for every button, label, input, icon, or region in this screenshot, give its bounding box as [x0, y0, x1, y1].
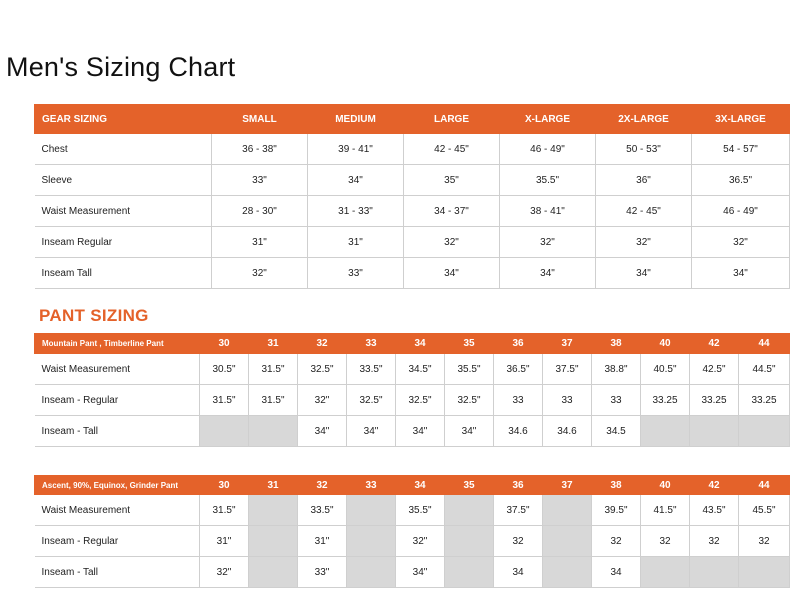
- table-cell: 32.5": [347, 385, 396, 416]
- header-cell: 30: [200, 334, 249, 354]
- table-header-row: [35, 334, 790, 354]
- table-cell: 32: [592, 526, 641, 557]
- table-cell: 31.5": [249, 354, 298, 385]
- empty-cell: [249, 557, 298, 588]
- table-cell: 31": [212, 227, 308, 258]
- table-cell: 31": [308, 227, 404, 258]
- table-cell: 34 - 37": [404, 196, 500, 227]
- table-row: [35, 258, 790, 289]
- row-label: Inseam - Regular: [35, 526, 200, 557]
- empty-cell: [200, 416, 249, 447]
- empty-cell: [641, 416, 690, 447]
- mountain-timberline-pant-table: [34, 333, 790, 447]
- table-row: [35, 196, 790, 227]
- table-cell: 32": [500, 227, 596, 258]
- table-cell: 32": [692, 227, 790, 258]
- table-cell: 34.5": [396, 354, 445, 385]
- table-cell: 45.5": [739, 495, 790, 526]
- empty-cell: [690, 557, 739, 588]
- page-title: Men's Sizing Chart: [6, 52, 236, 82]
- table-cell: 34": [500, 258, 596, 289]
- header-cell: Ascent, 90%, Equinox, Grinder Pant: [35, 476, 200, 495]
- header-cell: 37: [543, 476, 592, 495]
- header-cell: 2X-LARGE: [596, 105, 692, 134]
- table-cell: 33: [543, 385, 592, 416]
- table-cell: 38.8": [592, 354, 641, 385]
- table-cell: 39.5": [592, 495, 641, 526]
- table-cell: 38 - 41": [500, 196, 596, 227]
- header-cell: 36: [494, 334, 543, 354]
- table-cell: 34: [494, 557, 543, 588]
- table-cell: 33": [308, 258, 404, 289]
- table-cell: 32": [596, 227, 692, 258]
- header-cell: 34: [396, 476, 445, 495]
- table-cell: 46 - 49": [692, 196, 790, 227]
- table-cell: 34": [692, 258, 790, 289]
- table-cell: 32.5": [298, 354, 347, 385]
- table-cell: 31 - 33": [308, 196, 404, 227]
- header-cell: GEAR SIZING: [35, 105, 212, 134]
- table-cell: 32": [396, 526, 445, 557]
- empty-cell: [347, 526, 396, 557]
- row-label: Waist Measurement: [35, 354, 200, 385]
- table-cell: 36": [596, 165, 692, 196]
- header-cell: 35: [445, 476, 494, 495]
- table-row: [35, 526, 790, 557]
- header-cell: 32: [298, 334, 347, 354]
- header-cell: 37: [543, 334, 592, 354]
- ascent-equinox-grinder-pant-table: [34, 475, 790, 588]
- row-label: Inseam - Tall: [35, 416, 200, 447]
- table-cell: 44.5": [739, 354, 790, 385]
- table-cell: 31.5": [200, 385, 249, 416]
- table-cell: 34.6: [543, 416, 592, 447]
- table-row: [35, 354, 790, 385]
- table-cell: 31": [298, 526, 347, 557]
- empty-cell: [347, 495, 396, 526]
- header-cell: 38: [592, 476, 641, 495]
- table-cell: 40.5": [641, 354, 690, 385]
- table-cell: 34": [308, 165, 404, 196]
- row-label: Waist Measurement: [35, 495, 200, 526]
- empty-cell: [249, 526, 298, 557]
- table-cell: 32: [494, 526, 543, 557]
- header-cell: MEDIUM: [308, 105, 404, 134]
- table-cell: 32": [200, 557, 249, 588]
- table-cell: 33: [494, 385, 543, 416]
- header-cell: 44: [739, 334, 790, 354]
- table-cell: 31.5": [200, 495, 249, 526]
- table-cell: 36 - 38": [212, 134, 308, 165]
- table-cell: 32": [298, 385, 347, 416]
- header-cell: 33: [347, 334, 396, 354]
- table-cell: 32: [690, 526, 739, 557]
- header-cell: Mountain Pant , Timberline Pant: [35, 334, 200, 354]
- empty-cell: [543, 557, 592, 588]
- table-cell: 32: [641, 526, 690, 557]
- empty-cell: [445, 557, 494, 588]
- header-cell: 34: [396, 334, 445, 354]
- table-row: [35, 385, 790, 416]
- table-cell: 42 - 45": [404, 134, 500, 165]
- table-cell: 43.5": [690, 495, 739, 526]
- table-cell: 33": [212, 165, 308, 196]
- header-cell: 35: [445, 334, 494, 354]
- row-label: Sleeve: [35, 165, 212, 196]
- table-cell: 28 - 30": [212, 196, 308, 227]
- table-cell: 34": [445, 416, 494, 447]
- empty-cell: [445, 526, 494, 557]
- table-cell: 34": [404, 258, 500, 289]
- table-row: [35, 227, 790, 258]
- header-cell: 3X-LARGE: [692, 105, 790, 134]
- table-cell: 31.5": [249, 385, 298, 416]
- empty-cell: [641, 557, 690, 588]
- table-cell: 33.25: [690, 385, 739, 416]
- row-label: Chest: [35, 134, 212, 165]
- header-cell: 30: [200, 476, 249, 495]
- header-cell: 40: [641, 476, 690, 495]
- table-row: [35, 165, 790, 196]
- row-label: Inseam Tall: [35, 258, 212, 289]
- table-cell: 33: [592, 385, 641, 416]
- table-cell: 46 - 49": [500, 134, 596, 165]
- table-cell: 34": [298, 416, 347, 447]
- pant-sizing-title: PANT SIZING: [39, 306, 149, 325]
- table-row: [35, 495, 790, 526]
- row-label: Inseam - Tall: [35, 557, 200, 588]
- header-cell: SMALL: [212, 105, 308, 134]
- table-cell: 35": [404, 165, 500, 196]
- empty-cell: [739, 557, 790, 588]
- table-cell: 34.5: [592, 416, 641, 447]
- table-cell: 33.25: [641, 385, 690, 416]
- table-cell: 32: [739, 526, 790, 557]
- header-cell: 42: [690, 476, 739, 495]
- table-row: [35, 134, 790, 165]
- header-cell: 31: [249, 476, 298, 495]
- table-cell: 34.6: [494, 416, 543, 447]
- table-cell: 37.5": [543, 354, 592, 385]
- gear-sizing-table: [34, 104, 790, 289]
- empty-cell: [543, 495, 592, 526]
- empty-cell: [543, 526, 592, 557]
- empty-cell: [249, 495, 298, 526]
- empty-cell: [445, 495, 494, 526]
- header-cell: 40: [641, 334, 690, 354]
- table-cell: 50 - 53": [596, 134, 692, 165]
- table-cell: 32": [212, 258, 308, 289]
- table-cell: 41.5": [641, 495, 690, 526]
- table-cell: 42 - 45": [596, 196, 692, 227]
- table-cell: 32": [404, 227, 500, 258]
- table-cell: 34": [396, 416, 445, 447]
- table-cell: 42.5": [690, 354, 739, 385]
- header-cell: 36: [494, 476, 543, 495]
- row-label: Inseam Regular: [35, 227, 212, 258]
- table-row: [35, 416, 790, 447]
- empty-cell: [347, 557, 396, 588]
- empty-cell: [249, 416, 298, 447]
- header-cell: 38: [592, 334, 641, 354]
- table-cell: 35.5": [445, 354, 494, 385]
- table-cell: 35.5": [396, 495, 445, 526]
- row-label: Inseam - Regular: [35, 385, 200, 416]
- table-cell: 32.5": [396, 385, 445, 416]
- table-cell: 33": [298, 557, 347, 588]
- table-row: [35, 557, 790, 588]
- table-cell: 34: [592, 557, 641, 588]
- table-header-row: [35, 105, 790, 134]
- header-cell: 31: [249, 334, 298, 354]
- table-header-row: [35, 476, 790, 495]
- header-cell: 42: [690, 334, 739, 354]
- table-cell: 31": [200, 526, 249, 557]
- row-label: Waist Measurement: [35, 196, 212, 227]
- table-cell: 54 - 57": [692, 134, 790, 165]
- table-cell: 32.5": [445, 385, 494, 416]
- empty-cell: [690, 416, 739, 447]
- header-cell: 32: [298, 476, 347, 495]
- table-cell: 33.5": [347, 354, 396, 385]
- table-cell: 36.5": [692, 165, 790, 196]
- table-cell: 33.25: [739, 385, 790, 416]
- header-cell: 33: [347, 476, 396, 495]
- header-cell: X-LARGE: [500, 105, 596, 134]
- header-cell: LARGE: [404, 105, 500, 134]
- empty-cell: [739, 416, 790, 447]
- header-cell: 44: [739, 476, 790, 495]
- table-cell: 34": [596, 258, 692, 289]
- table-cell: 36.5": [494, 354, 543, 385]
- table-cell: 37.5": [494, 495, 543, 526]
- table-cell: 34": [347, 416, 396, 447]
- table-cell: 34": [396, 557, 445, 588]
- table-cell: 39 - 41": [308, 134, 404, 165]
- table-cell: 30.5": [200, 354, 249, 385]
- table-cell: 35.5": [500, 165, 596, 196]
- table-cell: 33.5": [298, 495, 347, 526]
